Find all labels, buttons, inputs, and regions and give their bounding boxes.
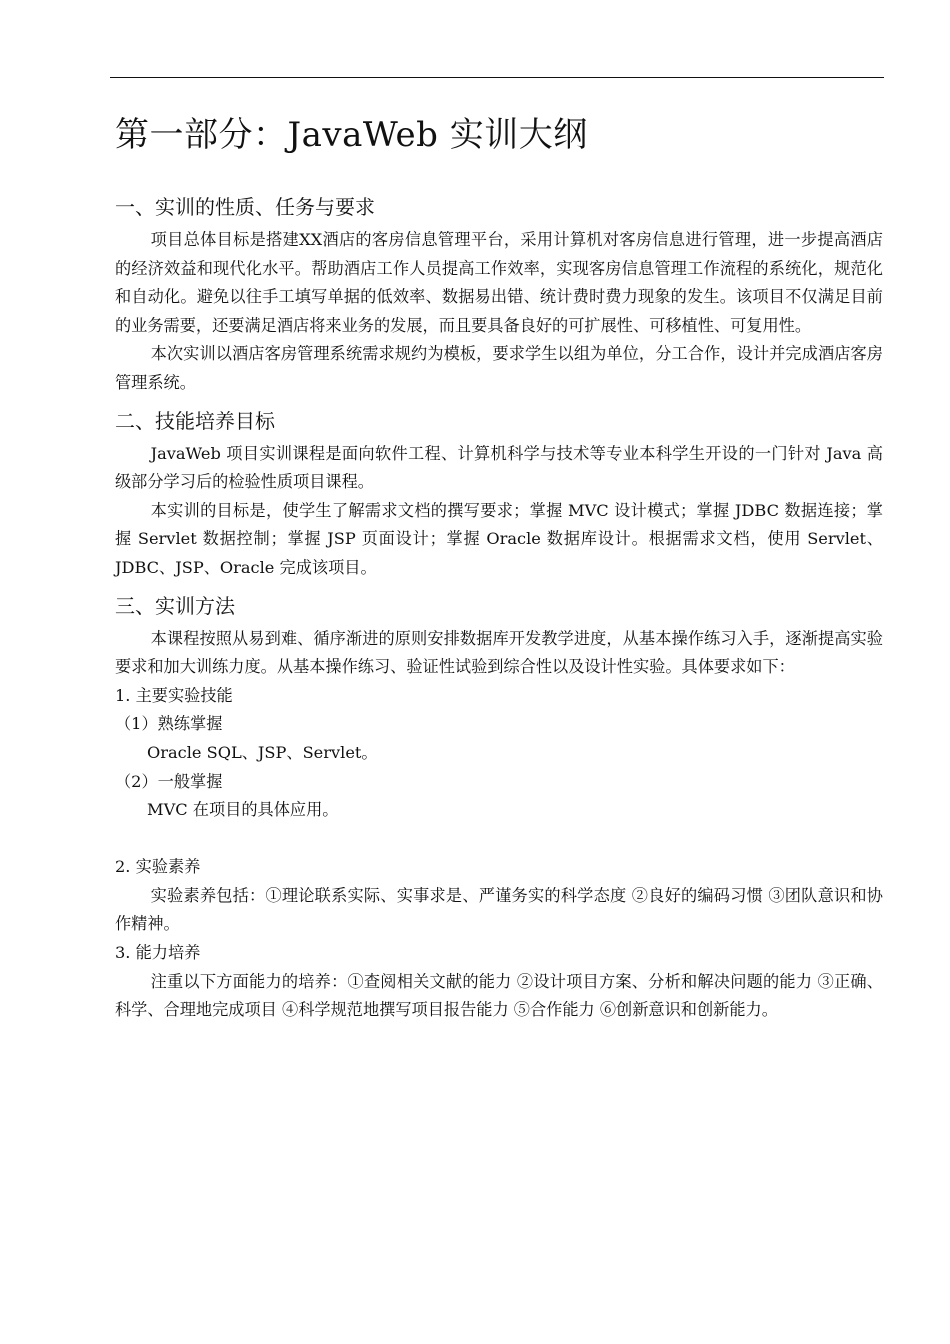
blank-line: [115, 825, 883, 854]
paragraph: JavaWeb 项目实训课程是面向软件工程、计算机科学与技术等专业本科学生开设的一门针对 Java 高级部分学习后的检验性质项目课程。: [115, 443, 883, 492]
section-heading: 一、实训的性质、任务与要求: [115, 195, 375, 219]
section-heading: 二、技能培养目标: [115, 408, 275, 433]
list-item-title: 3. 能力培养: [115, 943, 201, 963]
sub-item-label: （2）一般掌握: [115, 771, 223, 791]
paragraph: 项目总体目标是搭建XX酒店的客房信息管理平台，采用计算机对客房信息进行管理，进一步提高酒店的经济效益和现代化水平。帮助酒店工作人员提高工作效率，实现客房信息管理工作流程的系统化，规范化和自动化。避免以往手工填写单据的低效率、数据易出错、统计费时费力现象的发生。该项目不仅满足目前的业务需要，还要满足酒店将来业务的发展，而且要具备良好的可扩展性、可移植性、可复用性。: [115, 230, 883, 335]
section-training-methods: [115, 587, 883, 1025]
list-item-title: 1. 主要实验技能: [115, 685, 233, 705]
paragraph: 本课程按照从易到难、循序渐进的原则安排数据库开发教学进度，从基本操作练习入手，逐渐提高实验要求和加大训练力度。从基本操作练习、验证性试验到综合性以及设计性实验。具体要求如下：: [115, 628, 883, 677]
document-body: [115, 108, 883, 1025]
section-nature-tasks: [115, 188, 883, 398]
sub-item-content: Oracle SQL、JSP、Servlet。: [147, 742, 378, 762]
paragraph: 实验素养包括：①理论联系实际、实事求是、严谨务实的科学态度 ②良好的编码习惯 ③团队意识和协作精神。: [115, 885, 883, 934]
header-rule: [110, 77, 884, 78]
paragraph: 本次实训以酒店客房管理系统需求规约为模板，要求学生以组为单位，分工合作，设计并完成酒店客房管理系统。: [115, 344, 883, 392]
document-title: 第一部分：JavaWeb 实训大纲: [115, 115, 588, 155]
list-item-title: 2. 实验素养: [115, 857, 201, 877]
section-skill-goals: [115, 402, 883, 583]
paragraph: 本实训的目标是，使学生了解需求文档的撰写要求；掌握 MVC 设计模式；掌握 JDBC 数据连接；掌握 Servlet 数据控制；掌握 JSP 页面设计；掌握 Oracle 数据库设计。根据需求文档，使用 Servlet、JDBC、JSP、Oracle 完成该项目。: [115, 500, 883, 577]
section-heading: 三、实训方法: [115, 593, 235, 618]
sub-item-label: （1）熟练掌握: [115, 714, 223, 734]
paragraph: 注重以下方面能力的培养：①查阅相关文献的能力 ②设计项目方案、分析和解决问题的能力 ③正确、科学、合理地完成项目 ④科学规范地撰写项目报告能力 ⑤合作能力 ⑥创新意识和创新能力。: [115, 971, 883, 1020]
sub-item-content: MVC 在项目的具体应用。: [147, 800, 339, 820]
